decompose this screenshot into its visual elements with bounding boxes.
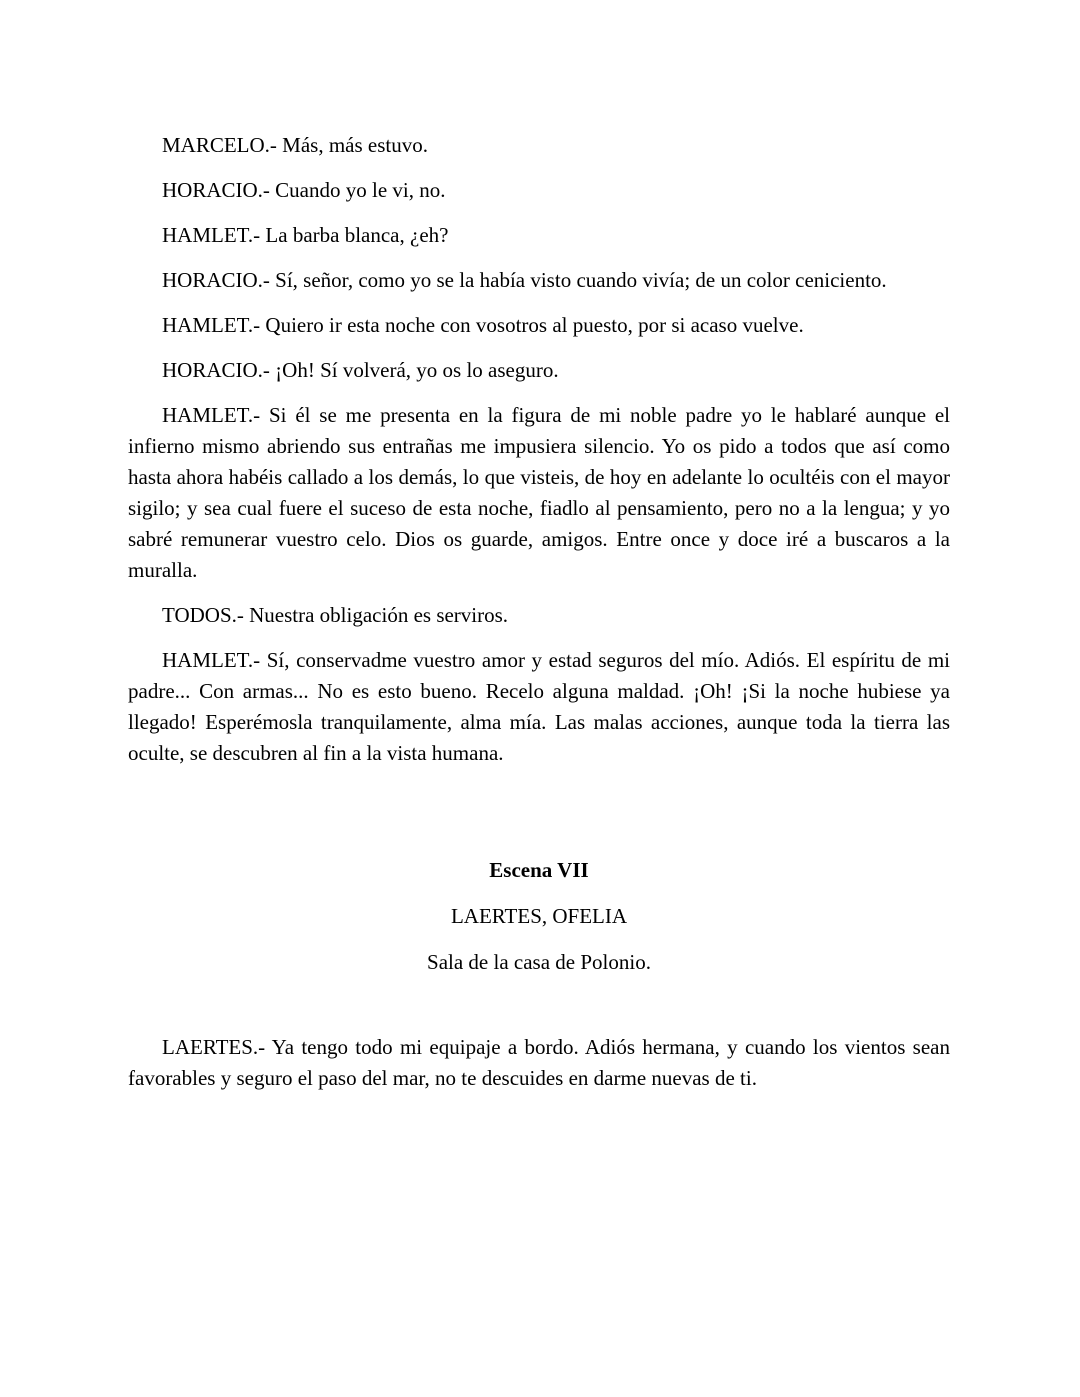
dialogue-line-laertes: LAERTES.- Ya tengo todo mi equipaje a bordo. Adiós hermana, y cuando los vientos sean favorables y seguro el paso del mar, no te descuides en darme nuevas de ti. — [128, 1035, 950, 1090]
dialogue-line-todos: TODOS.- Nuestra obligación es serviros. — [162, 603, 509, 627]
dialogue-line-horacio: HORACIO.- ¡Oh! Sí volverá, yo os lo aseguro. — [162, 358, 559, 382]
dialogue-line-horacio: HORACIO.- Sí, señor, como yo se la había visto cuando vivía; de un color ceniciento. — [162, 268, 887, 292]
dialogue-line-hamlet: HAMLET.- La barba blanca, ¿eh? — [162, 223, 449, 247]
dialogue-line-hamlet: HAMLET.- Sí, conservadme vuestro amor y estad seguros del mío. Adiós. El espíritu de mi padre... Con armas... No es esto bueno. Recelo alguna maldad. ¡Oh! ¡Si la noche hubiese ya llegado! Esperémosla tranquilamente, alma mía. Las malas acciones, aunque toda la tierra las oculte, se descubren al fin a la vista humana. — [128, 648, 950, 765]
scene-setting: Sala de la casa de Polonio. — [427, 950, 651, 974]
dialogue-line-marcelo: MARCELO.- Más, más estuvo. — [162, 133, 428, 157]
scene-characters: LAERTES, OFELIA — [450, 904, 628, 928]
dialogue-line-horacio: HORACIO.- Cuando yo le vi, no. — [162, 178, 446, 202]
scene-heading: Escena VII — [489, 858, 589, 882]
dialogue-line-hamlet: HAMLET.- Quiero ir esta noche con vosotros al puesto, por si acaso vuelve. — [162, 313, 804, 337]
dialogue-line-hamlet: HAMLET.- Si él se me presenta en la figura de mi noble padre yo le hablaré aunque el infierno mismo abriendo sus entrañas me impusiera silencio. Yo os pido a todos que así como hasta ahora habéis callado a los demás, lo que visteis, de hoy en adelante lo ocultéis con el mayor sigilo; y sea cual fuere el suceso de esta noche, fiadlo al pensamiento, pero no a la lengua; y yo sabré remunerar vuestro celo. Dios os guarde, amigos. Entre once y doce iré a buscaros a la muralla. — [128, 403, 950, 582]
